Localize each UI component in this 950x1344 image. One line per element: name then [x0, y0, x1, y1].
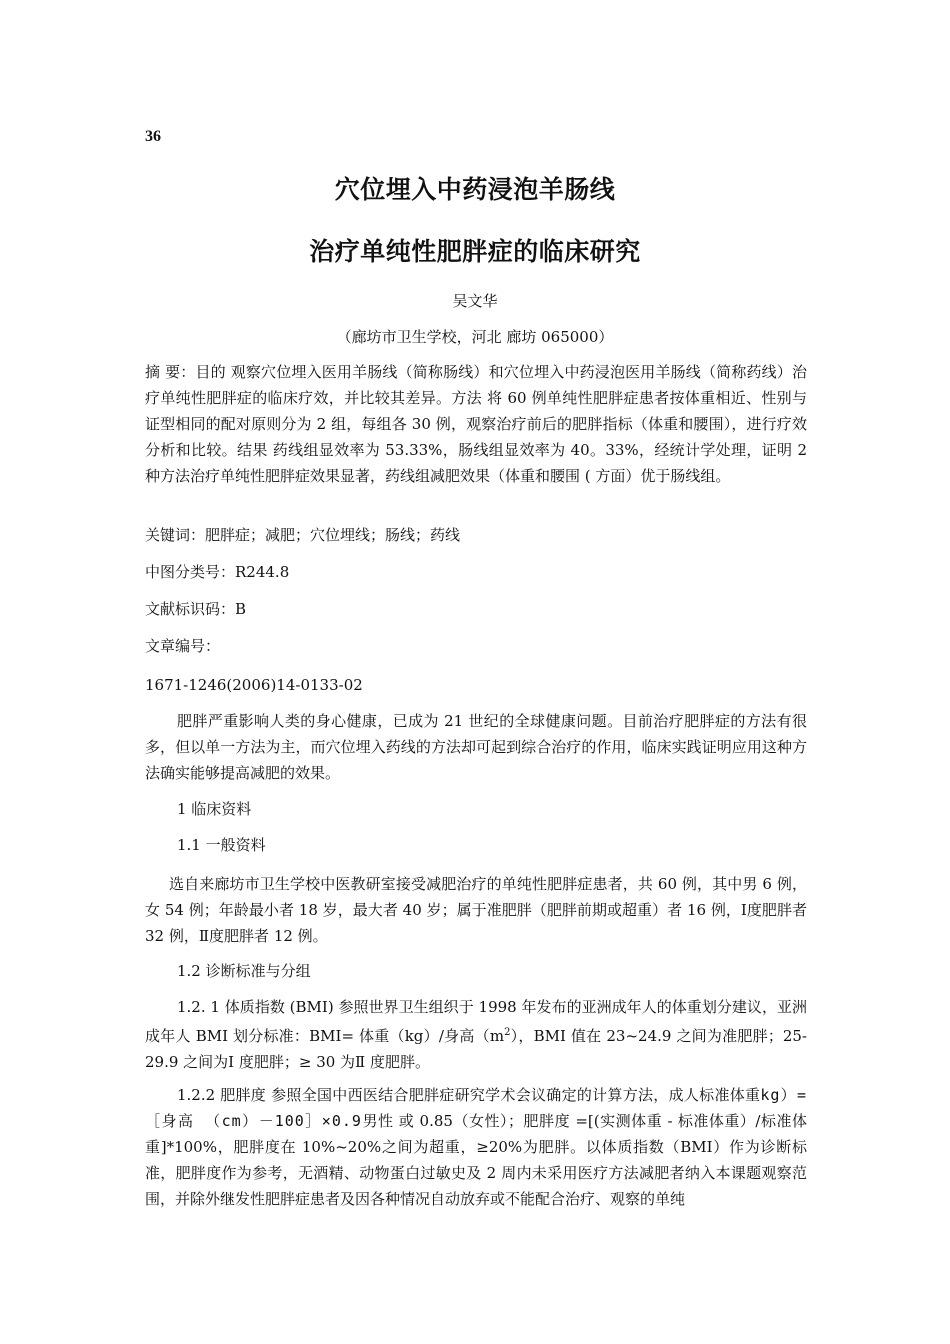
document-code: 文献标识码：B [145, 600, 247, 618]
article-number: 1671-1246(2006)14-0133-02 [145, 676, 363, 694]
section-heading-1-1: 1.1 一般资料 [177, 836, 266, 854]
abstract: 摘 要：目的 观察穴位埋入医用羊肠线（简称肠线）和穴位埋入中药浸泡医用羊肠线（简称药线）治疗单纯性肥胖症的临床疗效，并比较其差异。方法 将 60 例单纯性肥胖症患者按体重相近、性别与证型相同的配对原则分为 2 组，每组各 30 例，观察治疗前后的肥胖指标（体重和腰围），进行疗效分析和比较。结果 药线组显效率为 53.33%，肠线组显效率为 40。33%，经统计学处理，证明 2 种方法治疗单纯性肥胖症效果显著，药线组减肥效果（体重和腰围 ( 方面）优于肠线组。 [145, 363, 807, 485]
section-heading-1-2: 1.2 诊断标准与分组 [177, 962, 311, 980]
article-number-label: 文章编号： [145, 637, 221, 655]
standard-weight-formula: kg）=［身高 （cm）－100］×0.9 [145, 1086, 807, 1130]
intro-paragraph: 肥胖严重影响人类的身心健康，已成为 21 世纪的全球健康问题。目前治疗肥胖症的方法有很多，但以单一方法为主，而穴位埋入药线的方法却可起到综合治疗的作用，临床实践证明应用这种方法确实能够提高减肥的效果。 [145, 712, 807, 782]
general-data-paragraph: 选自来廊坊市卫生学校中医教研室接受减肥治疗的单纯性肥胖症患者，共 60 例，其中男 6 例，女 54 例；年龄最小者 18 岁，最大者 40 岁；属于准肥胖（肥胖前期或超重）者 16 例，Ⅰ度肥胖者 32 例，Ⅱ度肥胖者 12 例。 [145, 875, 807, 945]
clc-number: 中图分类号：R244.8 [145, 563, 290, 581]
obesity-text-a: 1.2.2 肥胖度 参照全国中西医结合肥胖症研究学术会议确定的计算方法，成人标准体重 [177, 1086, 761, 1104]
obesity-degree-paragraph [145, 1082, 807, 1212]
affiliation: （廊坊市卫生学校，河北 廊坊 065000） [336, 328, 614, 346]
title-line-1: 穴位埋入中药浸泡羊肠线 [334, 175, 616, 204]
bmi-text-a: 1.2. 1 体质指数 (BMI) 参照世界卫生组织于 1998 年发布的亚洲成年人的体重划分建议，亚洲成年人 BMI 划分标准：BMI= 体重（kg）/身高（m [145, 998, 807, 1045]
obesity-text-b: 男性 或 0.85（女性）；肥胖度 =[(实测体重 - 标准体重）/标准体重]*100%，肥胖度在 10%~20%之间为超重，≥20%为肥胖。以体质指数（BMI）作为诊断标准，肥胖度作为参考，无酒精、动物蛋白过敏史及 2 周内未采用医疗方法减肥者纳入本课题观察范围，并除外继发性肥胖症患者及因各种情况自动放弃或不能配合治疗、观察的单纯 [145, 1112, 807, 1208]
page-number: 36 [145, 128, 161, 145]
keywords: 关键词：肥胖症；减肥；穴位埋线；肠线；药线 [145, 526, 461, 544]
bmi-text-b: ），BMI 值在 23~24.9 之间为准肥胖；25-29.9 之间为Ⅰ 度肥胖；≥ 30 为Ⅱ 度肥胖。 [145, 1027, 807, 1071]
author: 吴文华 [452, 292, 498, 310]
bmi-paragraph [145, 994, 807, 1075]
bmi-superscript: 2 [504, 1027, 511, 1038]
section-heading-1: 1 临床资料 [177, 800, 252, 818]
title-line-2: 治疗单纯性肥胖症的临床研究 [309, 237, 641, 266]
